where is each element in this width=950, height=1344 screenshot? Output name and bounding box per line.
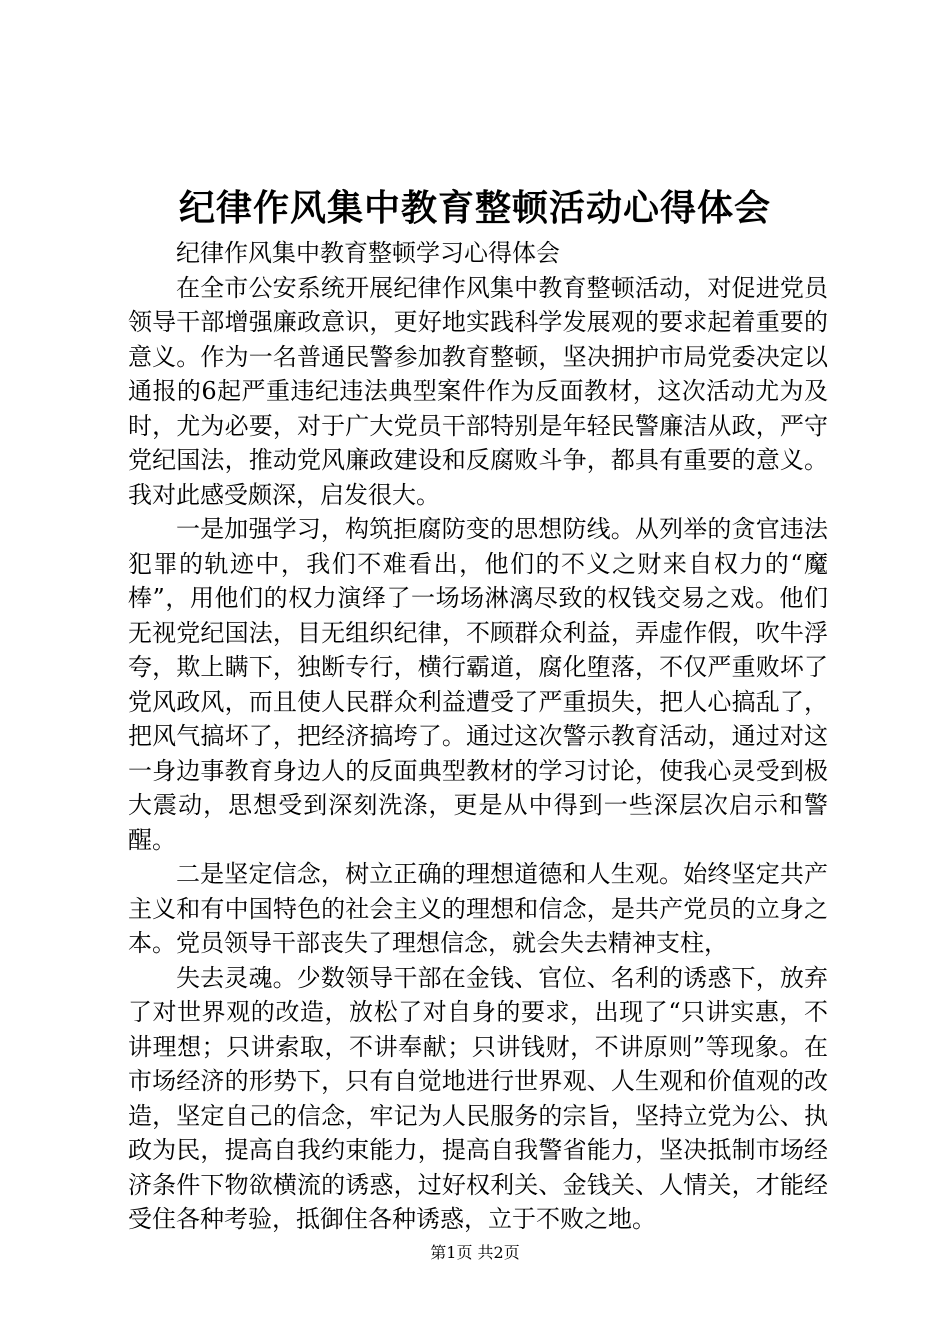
page-footer: 第1页 共2页 [430,1243,520,1262]
document-body [128,236,828,1237]
paragraph-point-two-continued: 失去灵魂。少数领导干部在金钱、官位、名利的诱惑下，放弃了对世界观的改造，放松了对自身的要求，出现了“只讲实惠，不讲理想；只讲索取，不讲奉献；只讲钱财，不讲原则”等现象。在市场经济的形势下，只有自觉地进行世界观、人生观和价值观的改造，坚定自己的信念，牢记为人民服务的宗旨，坚持立党为公、执政为民，提高自我约束能力，提高自我警省能力，坚决抵制市场经济条件下物欲横流的诱惑，过好权利关、金钱关、人情关，才能经受住各种考验，抵御住各种诱惑，立于不败之地。 [128,963,828,1233]
paragraph-intro: 在全市公安系统开展纪律作风集中教育整顿活动，对促进党员领导干部增强廉政意识，更好地实践科学发展观的要求起着重要的意义。作为一名普通民警参加教育整顿，坚决拥护市局党委决定以通报的6起严重违纪违法典型案件作为反面教材，这次活动尤为及时，尤为必要，对于广大党员干部特别是年轻民警廉洁从政，严守党纪国法，推动党风廉政建设和反腐败斗争，都具有重要的意义。我对此感受颇深，启发很大。 [128,273,828,509]
paragraph-subtitle: 纪律作风集中教育整顿学习心得体会 [176,239,560,267]
paragraph-point-one: 一是加强学习，构筑拒腐防变的思想防线。从列举的贪官违法犯罪的轨迹中，我们不难看出，他们的不义之财来自权力的“魔棒”，用他们的权力演绎了一场场淋漓尽致的权钱交易之戏。他们无视党纪国法，目无组织纪律，不顾群众利益，弄虚作假，吹牛浮夸，欺上瞒下，独断专行，横行霸道，腐化堕落，不仅严重败坏了党风政风，而且使人民群众利益遭受了严重损失，把人心搞乱了，把风气搞坏了，把经济搞垮了。通过这次警示教育活动，通过对这一身边事教育身边人的反面典型教材的学习讨论，使我心灵受到极大震动，思想受到深刻洗涤，更是从中得到一些深层次启示和警醒。 [128,515,828,854]
document-title: 纪律作风集中教育整顿活动心得体会 [178,187,771,229]
paragraph-point-two: 二是坚定信念，树立正确的理想道德和人生观。始终坚定共产主义和有中国特色的社会主义的理想和信念，是共产党员的立身之本。党员领导干部丧失了理想信念，就会失去精神支柱， [128,860,828,957]
